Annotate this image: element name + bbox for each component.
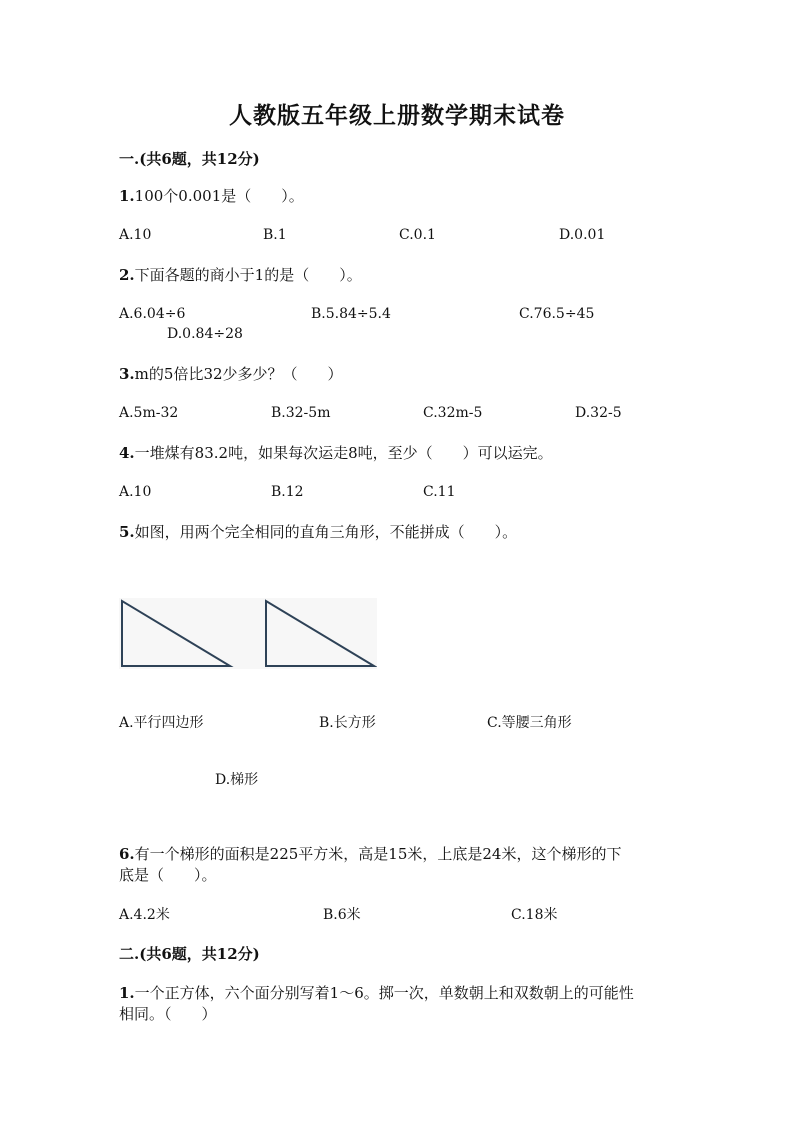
q4-option-b: B.12	[271, 484, 304, 500]
q1-option-c: C.0.1	[399, 227, 436, 243]
q5-option-b: B.长方形	[319, 715, 376, 731]
q3-option-c: C.32m-5	[423, 405, 483, 421]
question-number: 4.	[119, 444, 135, 462]
section2-question-1	[119, 983, 634, 1004]
question-text: 下面各题的商小于1的是（ ）。	[134, 266, 362, 284]
question-6-line2: 底是（ ）。	[119, 866, 217, 884]
q2-option-a: A.6.04÷6	[119, 306, 186, 322]
q6-option-b: B.6米	[323, 907, 361, 923]
q5-option-d: D.梯形	[215, 772, 259, 788]
question-text: 一堆煤有83.2吨，如果每次运走8吨，至少（ ）可以运完。	[134, 444, 553, 462]
q3-option-d: D.32-5	[575, 405, 622, 421]
question-5	[119, 522, 517, 543]
q4-option-c: C.11	[423, 484, 456, 500]
q5-option-a: A.平行四边形	[119, 715, 204, 731]
q1-option-d: D.0.01	[559, 227, 606, 243]
question-3	[119, 364, 343, 385]
q1-option-b: B.1	[263, 227, 287, 243]
q3-option-a: A.5m-32	[119, 405, 179, 421]
q6-option-a: A.4.2米	[119, 907, 170, 923]
page-title: 人教版五年级上册数学期末试卷	[229, 102, 565, 129]
q4-option-a: A.10	[119, 484, 152, 500]
question-text: 如图，用两个完全相同的直角三角形，不能拼成（ ）。	[134, 523, 518, 541]
question-number: 1.	[119, 187, 135, 205]
question-text: m的5倍比32少多少？（ ）	[134, 365, 343, 383]
section-heading-1: 一.(共6题，共12分)	[119, 150, 260, 168]
section2-question-1-line2: 相同。（ ）	[119, 1005, 217, 1023]
question-number: 2.	[119, 266, 135, 284]
question-2	[119, 265, 362, 286]
question-text-line1: 有一个梯形的面积是225平方米，高是15米，上底是24米，这个梯形的下	[134, 845, 622, 863]
question-6	[119, 844, 621, 865]
q3-option-b: B.32-5m	[271, 405, 331, 421]
q6-option-c: C.18米	[511, 907, 558, 923]
question-1	[119, 186, 304, 207]
question-number: 3.	[119, 365, 135, 383]
question-number: 6.	[119, 845, 135, 863]
q2-option-c: C.76.5÷45	[519, 306, 595, 322]
figure-background	[119, 598, 377, 669]
question-number: 1.	[119, 984, 135, 1002]
q2-option-b: B.5.84÷5.4	[311, 306, 391, 322]
question-number: 5.	[119, 523, 135, 541]
q5-option-c: C.等腰三角形	[487, 715, 572, 731]
section-heading-2: 二.(共6题，共12分)	[119, 945, 260, 963]
q2-option-d: D.0.84÷28	[167, 326, 243, 342]
question-text-line1: 一个正方体，六个面分别写着1～6。掷一次，单数朝上和双数朝上的可能性	[134, 984, 634, 1002]
q1-option-a: A.10	[119, 227, 152, 243]
question-text: 100个0.001是（ ）。	[134, 187, 304, 205]
question-4	[119, 443, 553, 464]
right-triangles-figure	[119, 598, 377, 669]
